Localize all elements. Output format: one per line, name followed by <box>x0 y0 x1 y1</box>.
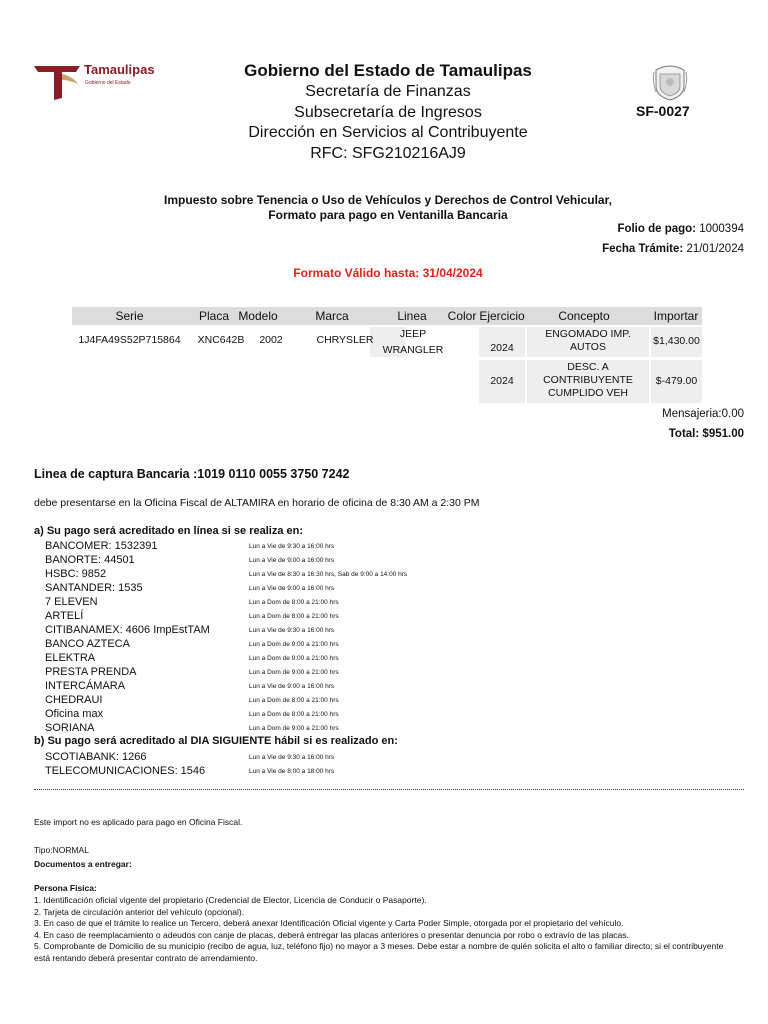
subtitle-line-1: Impuesto sobre Tenencia o Uso de Vehículos y Derechos de Control Vehicular, <box>164 193 612 207</box>
col-linea: Linea <box>397 309 427 323</box>
bank-name: HSBC: 9852 <box>45 568 107 580</box>
dotted-divider <box>34 789 744 790</box>
list-item: 4. En caso de reemplacamiento o adeudos con canje de placas, deberá entregar las placas anteriores o presentar denuncia por robo o extravío de las placas. <box>34 929 629 940</box>
col-modelo: Modelo <box>238 309 278 323</box>
bank-name: SANTANDER: 1535 <box>45 582 143 594</box>
bank-name: CHEDRAUI <box>45 694 103 706</box>
logo-name: Tamaulipas <box>84 62 155 77</box>
tamaulipas-emblem-icon <box>32 62 82 102</box>
bank-hours: Lun a Vie de 9:00 a 16:00 hrs <box>249 557 335 564</box>
cell-modelo: 2002 <box>259 334 283 346</box>
header-block <box>180 60 596 164</box>
coat-of-arms-icon <box>650 62 690 102</box>
bank-name: PRESTA PRENDA <box>45 666 137 678</box>
subtitle-line-2: Formato para pago en Ventanilla Bancaria <box>268 208 508 222</box>
bank-hours: Lun a Vie de 9:30 a 16:00 hrs <box>249 754 335 761</box>
bank-hours: Lun a Vie de 9:30 a 16:00 hrs <box>249 543 335 550</box>
bank-hours: Lun a Vie de 8:30 a 16:30 hrs, Sab de 9:00 a 14:00 hrs <box>249 571 408 578</box>
persona-heading: Persona Fisica: <box>34 883 97 893</box>
bank-hours: Lun a Vie de 9:00 a 16:00 hrs <box>249 585 335 592</box>
cell-linea-2: WRANGLER <box>382 344 444 356</box>
rfc-line: RFC: SFG210216AJ9 <box>310 144 466 162</box>
bank-hours: Lun a Dom de 9:00 a 21:00 hrs <box>249 669 339 676</box>
bank-name: BANCOMER: 1532391 <box>45 540 158 552</box>
col-serie: Serie <box>115 309 144 323</box>
cell-concepto-2: CONTRIBUYENTE <box>543 374 633 386</box>
bank-hours: Lun a Dom de 8:00 a 21:00 hrs <box>249 599 339 606</box>
direccion-line: Dirección en Servicios al Contribuyente <box>248 124 528 141</box>
bank-name: SCOTIABANK: 1266 <box>45 751 147 763</box>
col-color: Color <box>447 309 477 323</box>
bank-name: CITIBANAMEX: 4606 ImpEstTAM <box>45 624 210 636</box>
capture-line: Linea de captura Bancaria :1019 0110 0055 3750 7242 <box>34 467 350 481</box>
government-title: Gobierno del Estado de Tamaulipas <box>244 61 532 80</box>
logo-subtitle: Gobierno del Estado <box>85 80 131 86</box>
folio-value: 1000394 <box>699 223 744 235</box>
subsecretaria-line: Subsecretaría de Ingresos <box>294 103 482 121</box>
col-marca: Marca <box>315 309 349 323</box>
col-concepto: Concepto <box>558 309 610 323</box>
fecha-row <box>602 243 744 255</box>
document-subtitle <box>100 193 676 223</box>
bank-name: SORIANA <box>45 722 95 734</box>
cell-importe: $-479.00 <box>655 375 698 387</box>
bank-hours: Lun a Dom de 8:00 a 21:00 hrs <box>249 613 339 620</box>
cell-serie: 1J4FA49S52P715864 <box>78 334 181 346</box>
cell-concepto-1: ENGOMADO IMP. <box>545 328 631 340</box>
bank-hours: Lun a Dom de 9:00 a 21:00 hrs <box>249 641 339 648</box>
folio-label: Folio de pago: <box>617 223 697 235</box>
bank-name: ARTELÍ <box>45 610 84 622</box>
bank-name: INTERCÁMARA <box>45 680 126 692</box>
cell-linea-1: JEEP <box>399 328 427 340</box>
table-header <box>72 307 702 325</box>
bank-hours: Lun a Dom de 8:00 a 21:00 hrs <box>249 711 339 718</box>
bank-hours: Lun a Vie de 9:00 a 16:00 hrs <box>249 683 335 690</box>
state-seal <box>650 62 690 102</box>
cell-ejercicio: 2024 <box>490 342 514 354</box>
bank-hours: Lun a Vie de 9:30 a 16:00 hrs <box>249 627 335 634</box>
secretaria-line: Secretaría de Finanzas <box>305 83 471 100</box>
cell-concepto-2: AUTOS <box>570 341 606 353</box>
section-a-heading: a) Su pago será acreditado en línea si se realiza en: <box>34 525 303 537</box>
bank-hours: Lun a Dom de 9:00 a 21:00 hrs <box>249 725 339 732</box>
office-notice: debe presentarse en la Oficina Fiscal de ALTAMIRA en horario de oficina de 8:30 AM a 2:30 PM <box>34 497 480 509</box>
tipo-line: Tipo:NORMAL <box>34 845 89 855</box>
import-note: Este import no es aplicado para pago en Oficina Fiscal. <box>34 817 243 827</box>
requirements-list <box>34 895 746 964</box>
bank-name: ELEKTRA <box>45 652 96 664</box>
fecha-label: Fecha Trámite: <box>602 243 684 255</box>
validity-notice: Formato Válido hasta: 31/04/2024 <box>293 266 483 280</box>
total-value: $951.00 <box>702 428 744 440</box>
col-importar: Importar <box>653 309 699 323</box>
bank-name: 7 ELEVEN <box>45 596 98 608</box>
form-code: SF-0027 <box>636 103 690 119</box>
cell-importe: $1,430.00 <box>653 335 700 347</box>
bank-name: BANORTE: 44501 <box>45 554 135 566</box>
section-b-heading: b) Su pago será acreditado al DIA SIGUIENTE hábil si es realizado en: <box>34 735 398 747</box>
list-item: 3. En caso de que el trámite lo realice un Tercero, deberá anexar Identificación Oficial vigente y Carta Poder Simple, otorgada por el propietario del vehículo. <box>34 918 624 928</box>
list-item: 2. Tarjeta de circulación anterior del vehículo (opcional). <box>34 906 245 917</box>
bank-name: TELECOMUNICACIONES: 1546 <box>45 765 206 777</box>
cell-ejercicio: 2024 <box>490 375 514 387</box>
list-item: 1. Identificación oficial vigente del propietario (Credencial de Elector, Licencia de Conducir o Pasaporte). <box>34 895 427 905</box>
bank-name: BANCO AZTECA <box>45 638 130 650</box>
documentos-heading: Documentos a entregar: <box>34 859 132 869</box>
mensajeria-value: Mensajeria:0.00 <box>662 408 744 420</box>
list-item: 5. Comprobante de Domicilio de su municipio (recibo de agua, luz, teléfono fijo) no mayor a 3 meses. Debe estar a nombre de quién solicita el alto o familiar directo; si el contribuyente <box>34 941 724 951</box>
total-label: Total: <box>668 428 700 440</box>
bank-hours: Lun a Dom de 8:00 a 21:00 hrs <box>249 697 339 704</box>
cell-marca: CHRYSLER <box>316 334 374 346</box>
tamaulipas-logo <box>32 62 155 102</box>
cell-concepto-1: DESC. A <box>567 361 609 373</box>
bank-hours: Lun a Vie de 8:00 a 18:00 hrs <box>249 768 335 775</box>
list-item: está rentando deberá presentar contrato de arrendamiento. <box>34 952 258 963</box>
cell-placa: XNC642B <box>197 334 245 346</box>
cell-concepto-3: CUMPLIDO VEH <box>548 387 628 399</box>
col-ejercicio: Ejercicio <box>479 309 525 323</box>
total-row <box>669 428 744 440</box>
bank-hours: Lun a Dom de 9:00 a 21:00 hrs <box>249 655 339 662</box>
bank-name: Oficina max <box>45 708 104 720</box>
folio-row <box>617 223 744 235</box>
col-placa: Placa <box>198 309 230 323</box>
fecha-value: 21/01/2024 <box>686 243 744 255</box>
